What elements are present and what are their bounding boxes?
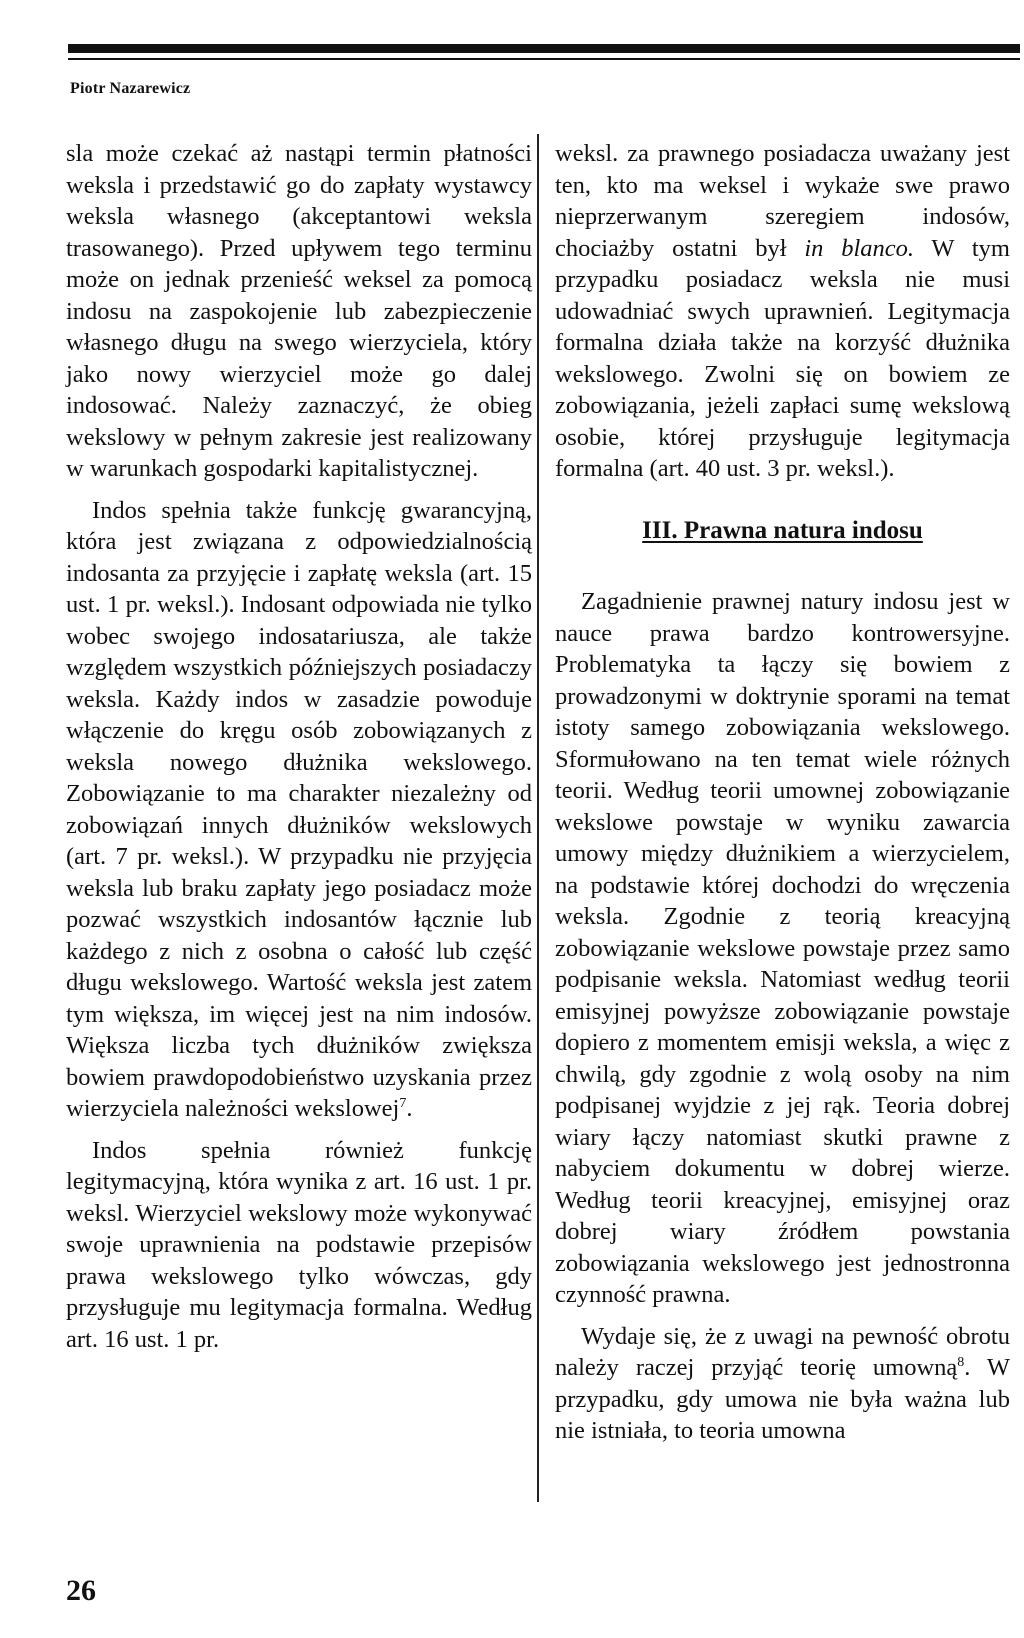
footnote-ref-7: 7 [399, 1095, 407, 1111]
right-paragraph-1-end: W tym przypadku posiadacz weksla nie musi udowadniać swych uprawnień. Legitymacja formalna działa także na korzyść dłużnika wekslowego. Zwolni się on bowiem ze zobowiązania, jeżeli zapłaci sumę wekslową osobie, której przysługuje legitymacja formalna (art. 40 ust. 3 pr. weksl.). [555, 234, 1010, 482]
left-column [66, 138, 532, 1355]
footnote-ref-8: 8 [957, 1354, 965, 1370]
section-heading: III. Prawna natura indosu [642, 516, 923, 544]
page-number: 26 [66, 1574, 96, 1607]
right-paragraph-3-end: . W przypadku, gdy umowa nie była ważna lub nie istniała, to teoria umowna [555, 1354, 1010, 1444]
left-paragraph-3: Indos spełnia również funkcję legitymacyjną, która wynika z art. 16 ust. 1 pr. weksl. Wierzyciel wekslowy może wykonywać swoje uprawnienia na podstawie przepisów prawa wekslowego tylko wówczas, gdy przysługuje mu legitymacja formalna. Według art. 16 ust. 1 pr. [66, 1136, 532, 1353]
right-paragraph-1-start: weksl. za prawnego posiadacza uważany jest ten, kto ma weksel i wykaże swe prawo nieprzerwanym szeregiem indosów, chociażby ostatni był [555, 140, 1010, 262]
column-divider [537, 134, 539, 1502]
header-rule-thick [68, 44, 1020, 53]
right-paragraph-3-start: Wydaje się, że z uwagi na pewność obrotu należy raczej przyjąć teorię umowną [555, 1322, 1010, 1381]
right-paragraph-1 [555, 138, 1010, 485]
right-paragraph-3 [555, 1321, 1010, 1447]
right-column [555, 138, 1010, 1447]
left-paragraph-1: sla może czekać aż nastąpi termin płatności weksla i przedstawić go do zapłaty wystawcy weksla własnego (akceptantowi weksla trasowanego). Przed upływem tego terminu może on jednak przenieść weksel za pomocą indosu na zaspokojenie lub zabezpieczenie własnego długu na swego wierzyciela, który jako nowy wierzyciel może go dalej indosować. Należy zaznaczyć, że obieg wekslowy w pełnym zakresie jest realizowany w warunkach gospodarki kapitalistycznej. [66, 140, 532, 482]
right-paragraph-1-italic: in blanco. [804, 234, 915, 262]
left-paragraph-2-text: Indos spełnia także funkcję gwarancyjną, która jest związana z odpowiedzialnością indosanta za przyjęcie i zapłatę weksla (art. 15 ust. 1 pr. weksl.). Indosant odpowiada nie tylko wobec swojego indosatariusza, ale także względem wszystkich późniejszych posiadaczy weksla. Każdy indos w zasadzie powoduje włączenie do kręgu osób zobowiązanych z weksla nowego dłużnika wekslowego. Zobowiązanie to ma charakter niezależny od zobowiązań innych dłużników wekslowych (art. 7 pr. weksl.). W przypadku nie przyjęcia weksla lub braku zapłaty jego posiadacz może pozwać wszystkich indosantów łącznie lub każdego z nich z osobna o całość lub część długu wekslowego. Wartość weksla jest zatem tym większa, im więcej jest na nim indosów. Większa liczba tych dłużników zwiększa bowiem prawdopodobieństwo uzyskania przez wierzyciela należności wekslowej [66, 496, 532, 1122]
running-head-author: Piotr Nazarewicz [70, 80, 191, 97]
header-rule-thin [68, 58, 1020, 60]
left-paragraph-2 [66, 495, 532, 1125]
right-paragraph-2: Zagadnienie prawnej natury indosu jest w nauce prawa bardzo kontrowersyjne. Problematyka ta łączy się bowiem z prowadzonymi w doktrynie sporami na temat istoty samego zobowiązania wekslowego. Sformułowano na ten temat wiele różnych teorii. Według teorii umownej zobowiązanie wekslowe powstaje w wyniku zawarcia umowy między dłużnikiem a wierzycielem, na podstawie której dochodzi do wręczenia weksla. Zgodnie z teorią kreacyjną zobowiązanie wekslowe powstaje przez samo podpisanie weksla. Natomiast według teorii emisyjnej powyższe zobowiązanie powstaje dopiero z momentem emisji weksla, a więc z chwilą, gdy zgodnie z wolą osoby na nim podpisanej wyjdzie z jej rąk. Teoria dobrej wiary łączy natomiast skutki prawne z nabyciem dokumentu w dobrej wierze. Według teorii kreacyjnej, emisyjnej oraz dobrej wiary źródłem powstania zobowiązania wekslowego jest jednostronna czynność prawna. [555, 588, 1010, 1308]
left-paragraph-2-end: . [406, 1095, 413, 1122]
